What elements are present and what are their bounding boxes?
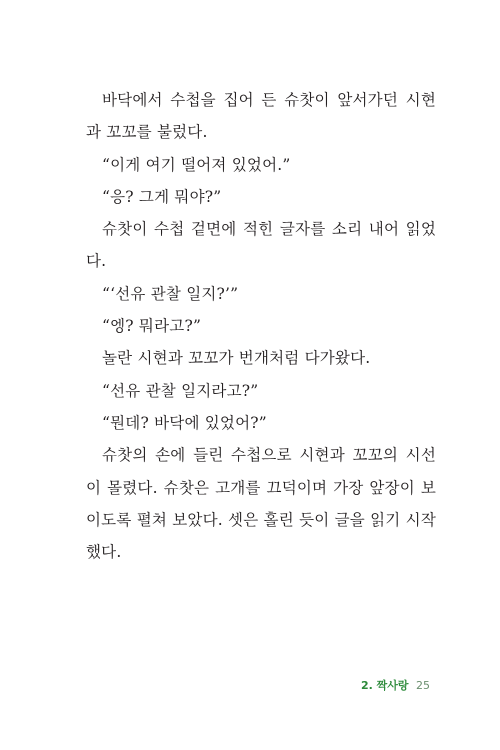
paragraph-3: “응? 그게 뭐야?” bbox=[102, 187, 222, 206]
paragraph-9: “뭔데? 바닥에 있었어?” bbox=[102, 413, 267, 432]
page-number: 25 bbox=[416, 679, 430, 692]
paragraph-2: “이게 여기 떨어져 있었어.” bbox=[102, 155, 291, 174]
paragraph-8: “선유 관찰 일지라고?” bbox=[102, 381, 259, 400]
paragraph-10: 슈찻의 손에 들린 수첩으로 시현과 꼬꼬의 시선이 몰렸다. 슈찻은 고개를 끄덕이며 가장 앞장이 보이도록 펼쳐 보았다. 셋은 홀린 듯이 글을 읽기 시작했다. bbox=[86, 446, 436, 562]
page-footer bbox=[361, 677, 430, 693]
body-text bbox=[86, 84, 436, 568]
paragraph-1: 바닥에서 수첩을 집어 든 슈찻이 앞서가던 시현과 꼬꼬를 불렀다. bbox=[86, 91, 436, 142]
paragraph-4: 슈찻이 수첩 겉면에 적힌 글자를 소리 내어 읽었다. bbox=[86, 220, 436, 271]
chapter-title: 2. 짝사랑 bbox=[360, 679, 409, 692]
paragraph-7: 놀란 시현과 꼬꼬가 번개처럼 다가왔다. bbox=[102, 349, 371, 368]
paragraph-6: “엥? 뭐라고?” bbox=[102, 317, 202, 336]
paragraph-5: “‘선유 관찰 일지?’” bbox=[102, 284, 239, 303]
